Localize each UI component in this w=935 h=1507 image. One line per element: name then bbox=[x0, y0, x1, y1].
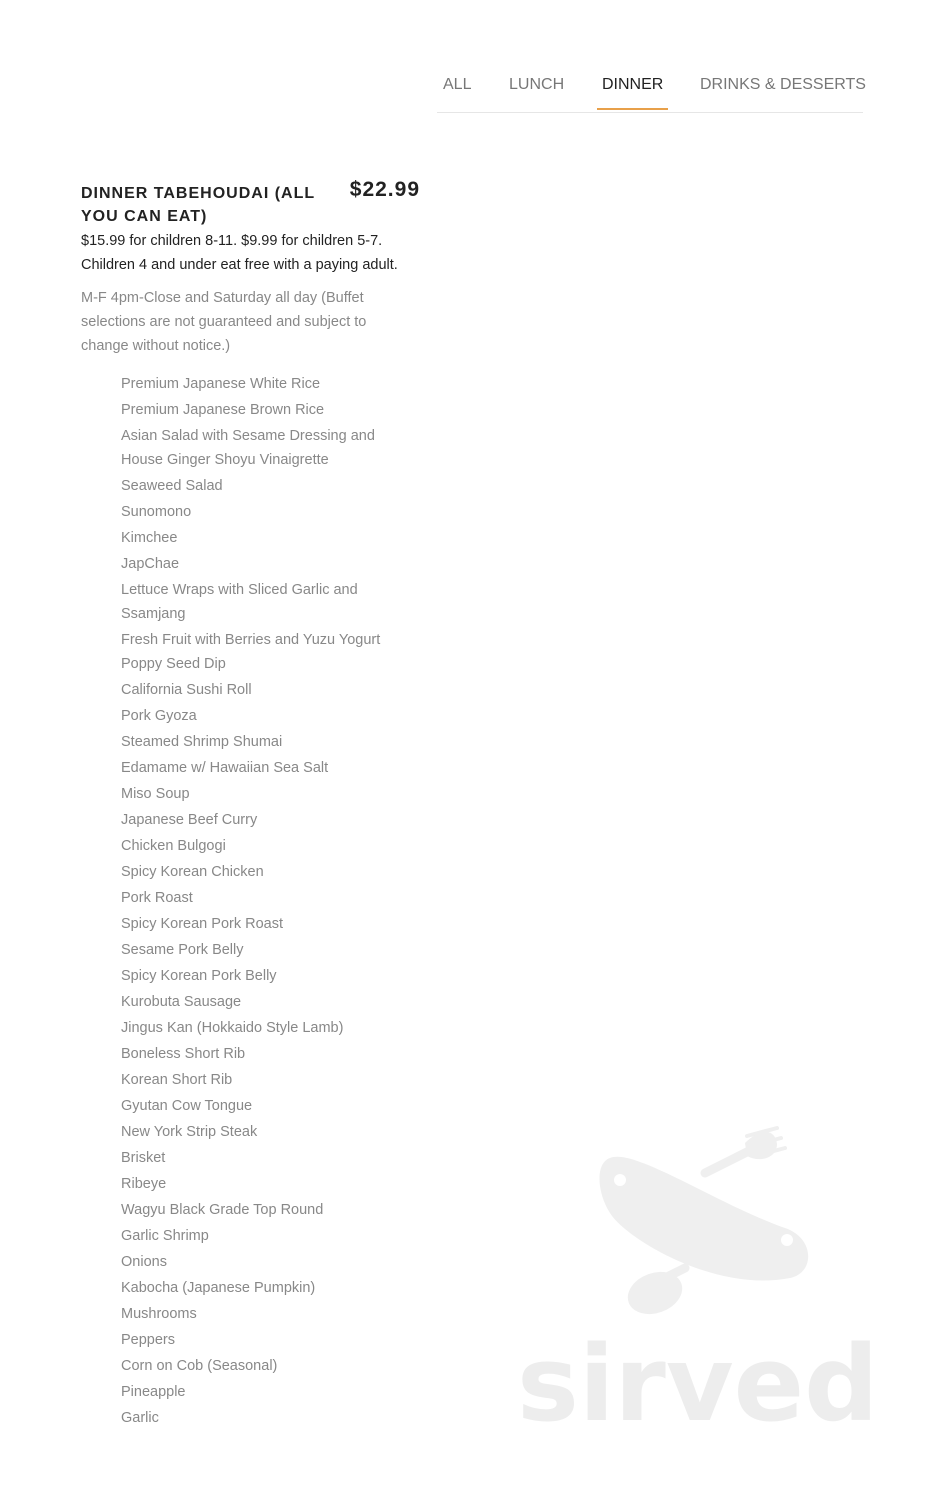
buffet-item: Premium Japanese Brown Rice bbox=[121, 402, 325, 418]
buffet-item: Miso Soup bbox=[121, 786, 190, 802]
buffet-item: Pork Gyoza bbox=[121, 708, 197, 724]
buffet-item: New York Strip Steak bbox=[121, 1124, 258, 1140]
buffet-item: Garlic bbox=[121, 1410, 159, 1426]
buffet-item: Korean Short Rib bbox=[121, 1072, 233, 1088]
buffet-item: Wagyu Black Grade Top Round bbox=[121, 1202, 324, 1218]
menu-item-title: DINNER TABEHOUDAI (ALL YOU CAN EAT) bbox=[81, 185, 315, 225]
buffet-item: Kurobuta Sausage bbox=[121, 994, 242, 1010]
watermark-text: sirved bbox=[517, 1323, 879, 1428]
buffet-item: Peppers bbox=[121, 1332, 176, 1348]
menu-item-price: $22.99 bbox=[349, 178, 420, 201]
buffet-item: Steamed Shrimp Shumai bbox=[121, 734, 283, 750]
buffet-item: Sunomono bbox=[121, 504, 192, 520]
buffet-item: Spicy Korean Pork Roast bbox=[121, 916, 283, 932]
buffet-item: Chicken Bulgogi bbox=[121, 838, 226, 854]
buffet-item: Onions bbox=[121, 1254, 167, 1270]
buffet-item: Kabocha (Japanese Pumpkin) bbox=[121, 1280, 316, 1296]
buffet-item: Edamame w/ Hawaiian Sea Salt bbox=[121, 760, 329, 776]
buffet-item: Lettuce Wraps with Sliced Garlic and Ssamjang bbox=[121, 582, 358, 622]
buffet-item: Seaweed Salad bbox=[121, 478, 223, 494]
menu-category-tabs bbox=[437, 62, 866, 113]
buffet-item: Spicy Korean Chicken bbox=[121, 864, 264, 880]
buffet-item: Jingus Kan (Hokkaido Style Lamb) bbox=[121, 1020, 344, 1036]
buffet-item: Pork Roast bbox=[121, 890, 193, 906]
buffet-item: Kimchee bbox=[121, 530, 178, 546]
buffet-item: Fresh Fruit with Berries and Yuzu Yogurt Poppy Seed Dip bbox=[121, 632, 381, 672]
tab-all[interactable]: ALL bbox=[443, 76, 472, 93]
sirved-watermark-logo bbox=[515, 1118, 885, 1428]
buffet-item: Spicy Korean Pork Belly bbox=[121, 968, 277, 984]
buffet-item: JapChae bbox=[121, 556, 180, 572]
buffet-item: Mushrooms bbox=[121, 1306, 197, 1322]
buffet-item: California Sushi Roll bbox=[121, 682, 252, 698]
buffet-item: Gyutan Cow Tongue bbox=[121, 1098, 253, 1114]
buffet-item: Corn on Cob (Seasonal) bbox=[121, 1358, 278, 1374]
tab-dinner[interactable]: DINNER bbox=[597, 76, 668, 110]
buffet-item: Sesame Pork Belly bbox=[121, 942, 244, 958]
buffet-item: Brisket bbox=[121, 1150, 166, 1166]
buffet-item: Asian Salad with Sesame Dressing and House Ginger Shoyu Vinaigrette bbox=[121, 428, 375, 468]
menu-item-description: M-F 4pm-Close and Saturday all day (Buffet selections are not guaranteed and subject to change without notice.) bbox=[81, 290, 367, 354]
utensil-icon bbox=[599, 1128, 808, 1321]
menu-item-price-note: $15.99 for children 8-11. $9.99 for children 5-7. Children 4 and under eat free with a paying adult. bbox=[81, 233, 398, 273]
buffet-item: Boneless Short Rib bbox=[121, 1046, 246, 1062]
buffet-item: Ribeye bbox=[121, 1176, 167, 1192]
buffet-item: Premium Japanese White Rice bbox=[121, 376, 321, 392]
tab-drinks-desserts[interactable]: DRINKS & DESSERTS bbox=[700, 76, 866, 93]
tab-lunch[interactable]: LUNCH bbox=[509, 76, 565, 93]
buffet-item: Japanese Beef Curry bbox=[121, 812, 258, 828]
buffet-item: Garlic Shrimp bbox=[121, 1228, 209, 1244]
buffet-items-list bbox=[121, 372, 411, 1432]
buffet-item: Pineapple bbox=[121, 1384, 186, 1400]
